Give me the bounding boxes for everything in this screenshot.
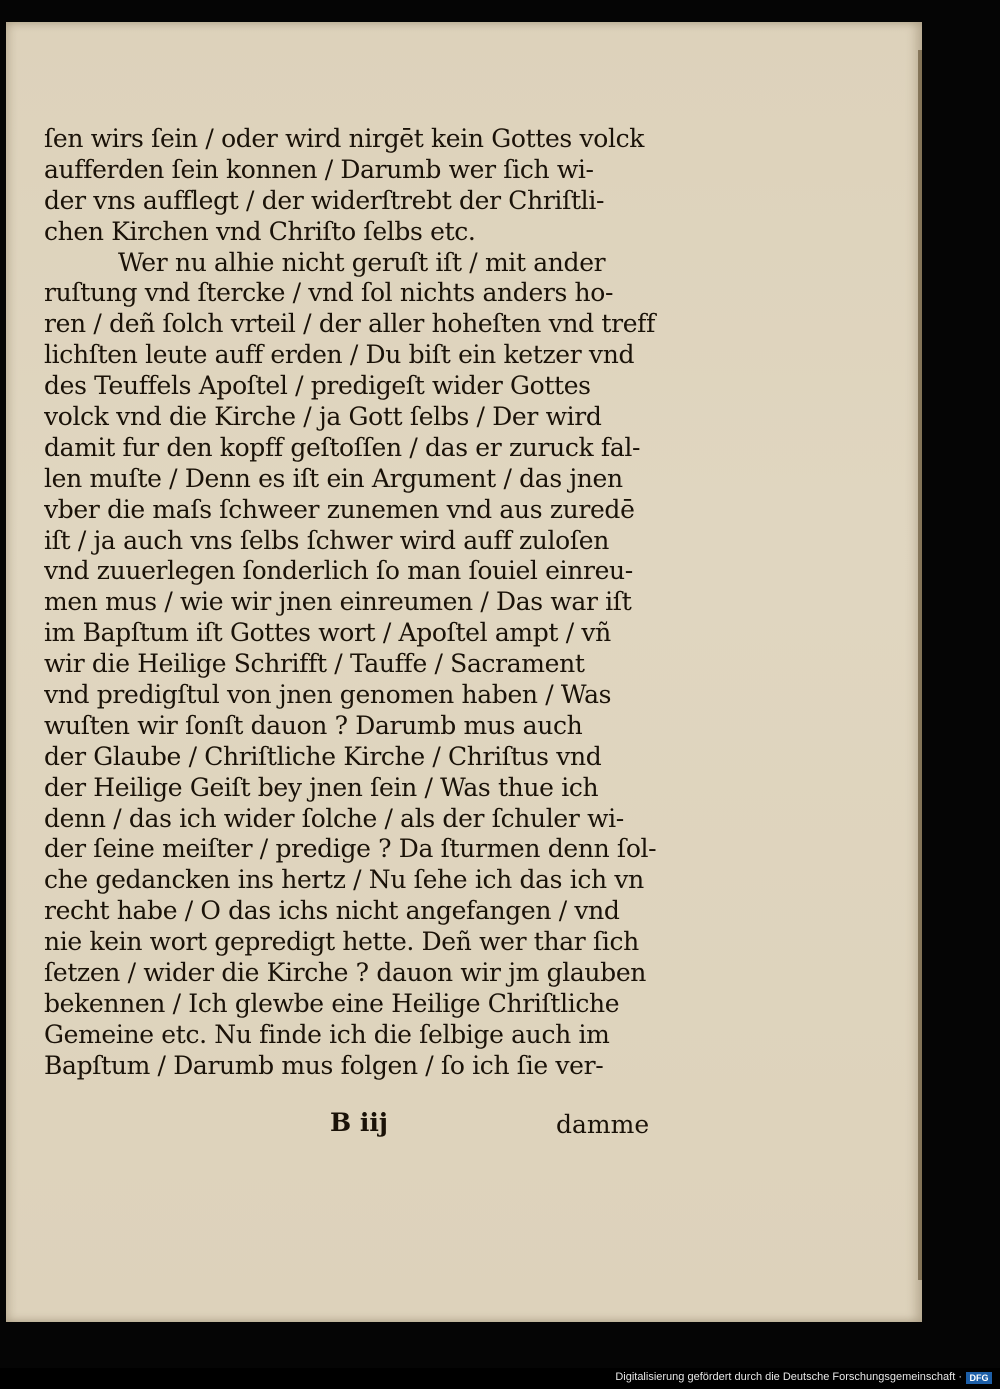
page-edge-shadow bbox=[918, 50, 922, 1280]
text-line: lichſten leute auff erden / Du biſt ein ketzer vnd bbox=[44, 340, 635, 370]
dfg-logo-icon: DFG bbox=[966, 1372, 992, 1384]
text-line: vber die maſs ſchweer zunemen vnd aus zuredē bbox=[44, 494, 635, 524]
text-line: chen Kirchen vnd Chriſto ſelbs etc. bbox=[44, 216, 476, 246]
funding-credit: Digitalisierung gefördert durch die Deutsche Forschungsgemeinschaft · bbox=[615, 1371, 962, 1383]
text-line: iſt / ja auch vns ſelbs ſchwer wird auff zuloſen bbox=[44, 525, 609, 555]
text-line: der Glaube / Chriſtliche Kirche / Chriſtus vnd bbox=[44, 741, 602, 771]
text-line: vnd zuuerlegen ſonderlich ſo man ſouiel einreu- bbox=[44, 556, 633, 586]
text-line: len muſte / Denn es iſt ein Argument / das jnen bbox=[44, 463, 623, 493]
text-line: wuſten wir ſonſt dauon ? Darumb mus auch bbox=[44, 710, 583, 740]
text-line: recht habe / O das ichs nicht angefangen / vnd bbox=[44, 896, 620, 926]
text-line: Gemeine etc. Nu finde ich die ſelbige auch im bbox=[44, 1019, 610, 1049]
text-line: ſen wirs ſein / oder wird nirgēt kein Gottes volck bbox=[44, 124, 645, 153]
text-line: ſetzen / wider die Kirche ? dauon wir jm glauben bbox=[44, 958, 647, 988]
text-line: men mus / wie wir jnen einreumen / Das war iſt bbox=[44, 587, 632, 617]
text-line: bekennen / Ich glewbe eine Heilige Chriſtliche bbox=[44, 988, 620, 1018]
text-line: vnd predigſtul von jnen genomen haben / Was bbox=[44, 680, 612, 710]
text-line: Bapſtum / Darumb mus folgen / ſo ich ſie ver- bbox=[44, 1050, 604, 1080]
text-line: volck vnd die Kirche / ja Gott ſelbs / Der wird bbox=[44, 402, 602, 432]
text-line: damit fur den kopff geſtoſſen / das er zuruck fal- bbox=[44, 432, 641, 462]
text-line: nie kein wort gepredigt hette. Deñ wer thar ſich bbox=[44, 927, 639, 957]
text-line: aufferden ſein konnen / Darumb wer ſich wi- bbox=[44, 154, 594, 184]
text-line-paragraph-start: Wer nu alhie nicht geruſt iſt / mit ander bbox=[118, 247, 606, 277]
catchword: damme bbox=[556, 1110, 650, 1139]
text-line: der vns aufflegt / der widerſtrebt der Chriſtli- bbox=[44, 185, 605, 215]
text-line: denn / das ich wider ſolche / als der ſchuler wi- bbox=[44, 803, 624, 833]
signature-mark: B iij bbox=[330, 1108, 388, 1137]
text-line: im Bapſtum iſt Gottes wort / Apoſtel ampt / vñ bbox=[44, 618, 611, 648]
text-line: der ſeine meiſter / predige ? Da ſturmen denn ſol- bbox=[44, 834, 657, 864]
text-line: der Heilige Geiſt bey jnen ſein / Was thue ich bbox=[44, 772, 599, 802]
text-line: ren / deñ ſolch vrteil / der aller hoheſten vnd treff bbox=[44, 309, 655, 339]
text-line: wir die Heilige Schrifft / Tauffe / Sacrament bbox=[44, 649, 585, 679]
text-line: des Teuffels Apoſtel / predigeſt wider Gottes bbox=[44, 371, 591, 401]
text-line: che gedancken ins hertz / Nu ſehe ich das ich vn bbox=[44, 865, 644, 895]
text-line: ruſtung vnd ſtercke / vnd ſol nichts anders ho- bbox=[44, 278, 614, 308]
page-text-block bbox=[44, 124, 684, 1082]
